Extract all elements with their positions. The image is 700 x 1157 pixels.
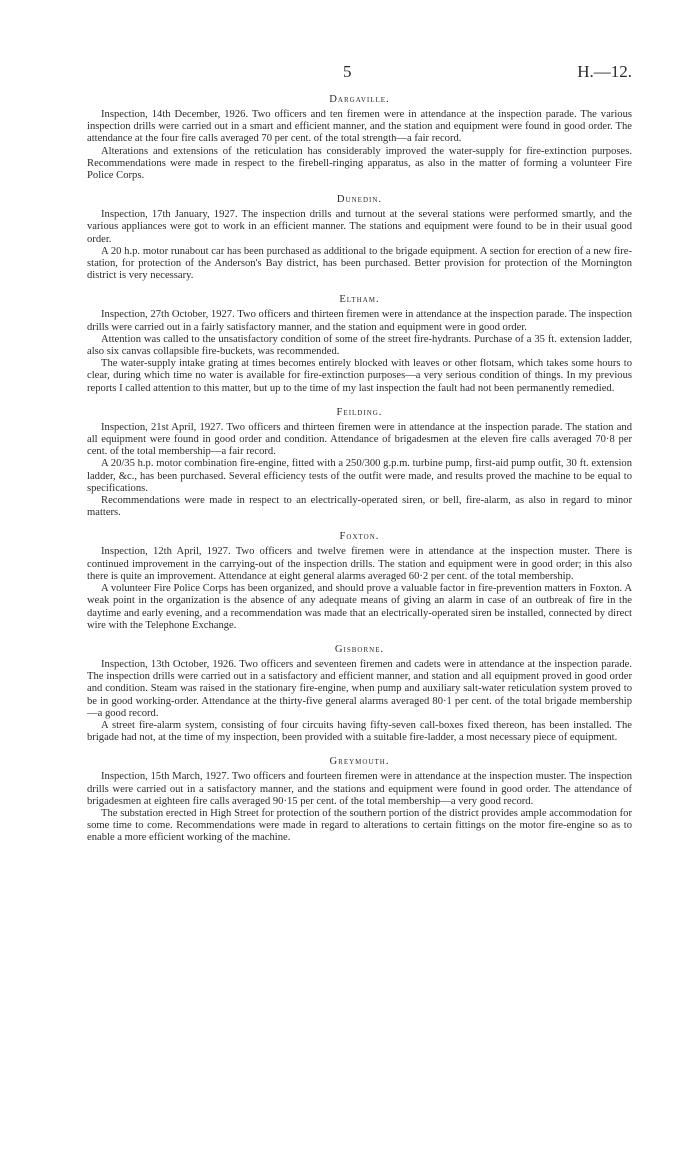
section-title: Greymouth.: [329, 756, 390, 768]
section-title: Feilding.: [336, 406, 383, 418]
paragraph: Recommendations were made in respect to an electrically-operated siren, or bell, fire-alarm, as also in regard to minor matters.: [87, 495, 632, 519]
paragraph: A street fire-alarm system, consisting of four circuits having fifty-seven call-boxes fixed thereon, has been installed. The brigade had not, at the time of my inspection, been provided with a suitable fire-ladder, a most necessary piece of equipment.: [87, 719, 632, 744]
paragraph: The substation erected in High Street for protection of the southern portion of the district provides ample accommodation for some time to come. Recommendations were made in regard to alterations to certain fittings on the motor fire-engine so as to enable a more efficient working of the machine.: [87, 807, 632, 844]
paragraph: Inspection, 27th October, 1927. Two officers and thirteen firemen were in attendance at the inspection parade. The inspection drills were carried out in a fairly satisfactory manner, and the station and equipment were in good order.: [87, 309, 632, 333]
section-title: Foxton.: [339, 531, 380, 543]
paragraph: Attention was called to the unsatisfactory condition of some of the street fire-hydrants. Purchase of a 35 ft. extension ladder, also six canvas collapsible fire-buckets, was recommended.: [87, 333, 632, 358]
section-title: Eltham.: [339, 294, 380, 306]
section-dargaville: [87, 94, 632, 182]
section-foxton: [87, 531, 632, 631]
section-title: Dargaville.: [329, 94, 390, 105]
page-number: 5: [343, 62, 352, 81]
paragraph: Inspection, 21st April, 1927. Two officers and thirteen firemen were in attendance at the inspection parade. The station and all equipment were found in good order and condition. Attendance of brigadesmen at the eleven fire calls averaged 70·8 per cent. of the total membership—a fair record.: [87, 421, 632, 458]
paragraph: A 20/35 h.p. motor combination fire-engine, fitted with a 250/300 g.p.m. turbine pump, first-aid pump outfit, 30 ft. extension ladder, &c., has been purchased. Several efficiency tests of the outfit were made, and results proved the machine to be equal to specifications.: [87, 458, 632, 494]
page-header: [87, 60, 632, 94]
section-dunedin: [87, 194, 632, 282]
paragraph: Inspection, 17th January, 1927. The inspection drills and turnout at the several stations were performed smartly, and the various appliances were got to work in an efficient manner. The stations and equipment were found to be in their usual good order.: [87, 209, 632, 245]
section-feilding: [87, 407, 632, 520]
paragraph: The water-supply intake grating at times becomes entirely blocked with leaves or other flotsam, which takes some hours to clear, during which time no water is available for fire-extinction purposes—a very serious condition of things. In my previous reports I called attention to this matter, but up to the time of my last inspection the fault had not been permanently remedied.: [87, 358, 632, 394]
paragraph: Alterations and extensions of the reticulation has considerably improved the water-supply for fire-extinction purposes. Recommendations were made in respect to the firebell-ringing apparatus, as also in the matter of forming a volunteer Fire Police Corps.: [87, 145, 632, 182]
document-page: [87, 60, 632, 857]
section-eltham: [87, 294, 632, 394]
paragraph: A 20 h.p. motor runabout car has been purchased as additional to the brigade equipment. A section for erection of a new fire-station, for protection of the Anderson's Bay district, has been purchased. Better provision for protection of the Mornington district is very necessary.: [87, 245, 632, 282]
paragraph: A volunteer Fire Police Corps has been organized, and should prove a valuable factor in fire-prevention matters in Foxton. A weak point in the organization is the absence of any adequate means of giving an alarm in case of an outbreak of fire in the daytime and early evening, and a recommendation was made that an electrically-operated siren be installed, connected by direct wire with the Telephone Exchange.: [87, 583, 632, 631]
paragraph: Inspection, 13th October, 1926. Two officers and seventeen firemen and cadets were in attendance at the inspection parade. The inspection drills were carried out in a satisfactory and efficient manner, and station and all equipment proved in good order and condition. Steam was raised in the stationary fire-engine, when pump and auxiliary salt-water reticulation system proved to be in good working-order. Attendance at the thirty-five general alarms averaged 80·1 per cent. of the total brigade membership—a good record.: [87, 658, 632, 719]
paragraph: Inspection, 14th December, 1926. Two officers and ten firemen were in attendance at the inspection parade. The various inspection drills were carried out in a smart and efficient manner, and the station and equipment were found in good order. The attendance at the four fire calls averaged 70 per cent. of the total strength—a fair record.: [87, 109, 632, 145]
paragraph: Inspection, 15th March, 1927. Two officers and fourteen firemen were in attendance at the inspection muster. The inspection drills were carried out in a satisfactory manner, and the stations and equipment were found in good order. The attendance of brigadesmen at eighteen fire calls averaged 90·15 per cent. of the total membership—a very good record.: [87, 771, 632, 807]
report-code: H.—12.: [577, 62, 632, 81]
paragraph: Inspection, 12th April, 1927. Two officers and twelve firemen were in attendance at the inspection muster. There is continued improvement in the carrying-out of the inspection drills. The station and equipment were in good order; in this also there is quite an improvement. Attendance at eight general alarms averaged 60·2 per cent. of the total membership.: [87, 546, 632, 582]
section-title: Dunedin.: [336, 194, 383, 206]
section-greymouth: [87, 756, 632, 844]
section-title: Gisborne.: [334, 643, 385, 655]
section-gisborne: [87, 644, 632, 744]
